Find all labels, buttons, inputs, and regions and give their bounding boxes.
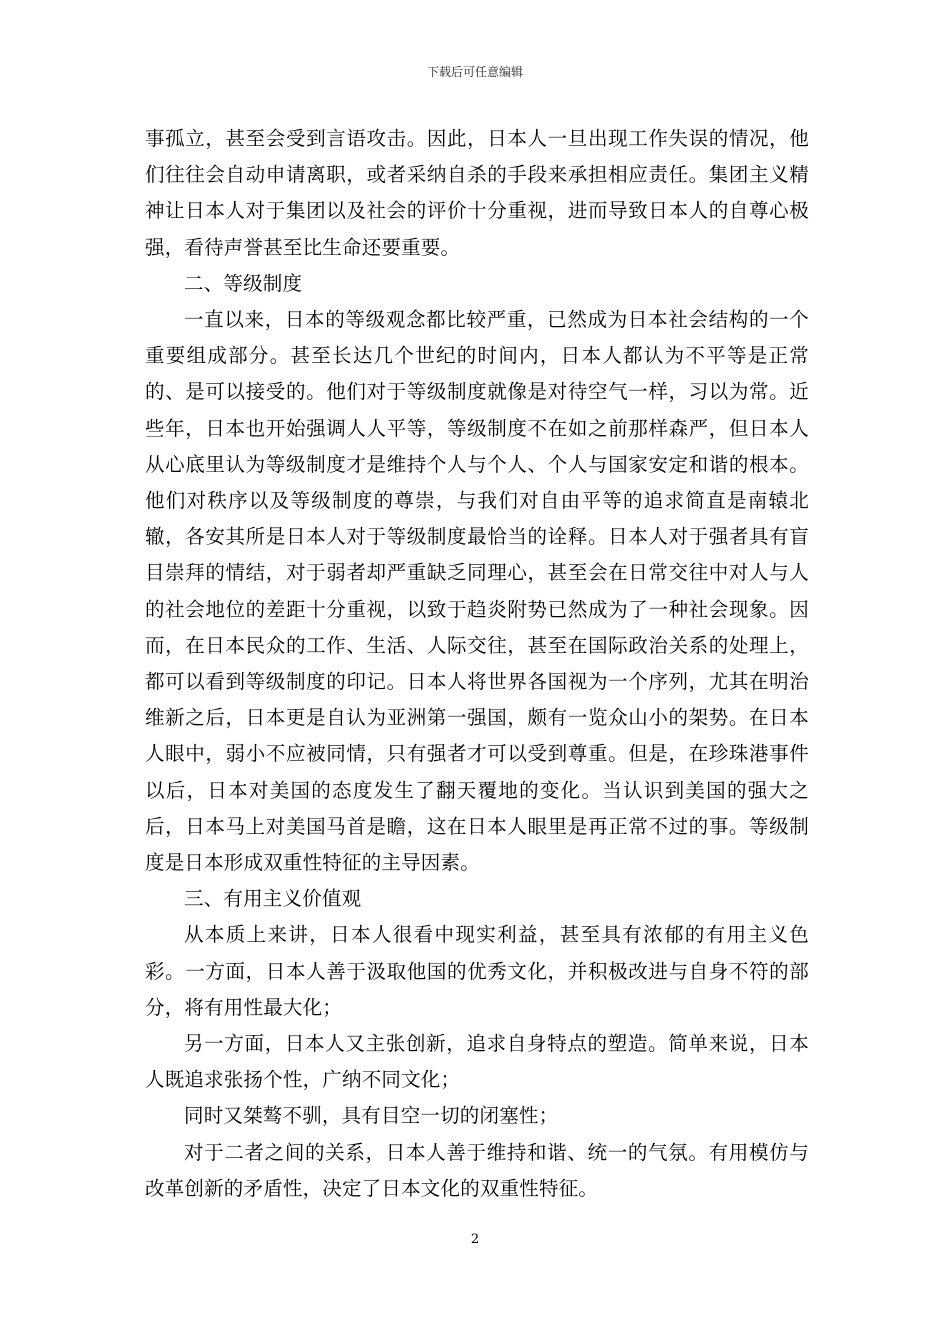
paragraph-hierarchy: 一直以来，日本的等级观念都比较严重，已然成为日本社会结构的一个重要组成部分。甚至长达几个世纪的时间内，日本人都认为不平等是正常的、是可以接受的。他们对于等级制度就像是对待空气一样，习以为常。近些年，日本也开始强调人人平等，等级制度不在如之前那样森严，但日本人从心底里认为等级制度才是维持个人与个人、个人与国家安定和谐的根本。他们对秩序以及等级制度的尊崇，与我们对自由平等的追求简直是南辕北辙，各安其所是日本人对于等级制度最恰当的诠释。日本人对于强者具有盲目崇拜的情结，对于弱者却严重缺乏同理心，甚至会在日常交往中对人与人的社会地位的差距十分重视，以致于趋炎附势已然成为了一种社会现象。因而，在日本民众的工作、生活、人际交往，甚至在国际政治关系的处理上，都可以看到等级制度的印记。日本人将世界各国视为一个序列，尤其在明治维新之后，日本更是自认为亚洲第一强国，颇有一览众山小的架势。在日本人眼中，弱小不应被同情，只有强者才可以受到尊重。但是，在珍珠港事件以后，日本对美国的态度发生了翻天覆地的变化。当认识到美国的强大之后，日本马上对美国马首是瞻，这在日本人眼里是再正常不过的事。等级制度是日本形成双重性特征的主导因素。 bbox=[145, 308, 809, 875]
paragraph-continuation: 事孤立，甚至会受到言语攻击。因此，日本人一旦出现工作失误的情况，他们往往会自动申请离职，或者采纳自杀的手段来承担相应责任。集团主义精神让日本人对于集团以及社会的评价十分重视，进而导致日本人的自尊心极强，看待声誉甚至比生命还要重要。 bbox=[145, 127, 809, 259]
paragraph-closedness: 同时又桀骜不驯，具有目空一切的闭塞性； bbox=[184, 1104, 559, 1128]
page-number: 2 bbox=[470, 1232, 480, 1247]
section-heading-hierarchy: 二、等级制度 bbox=[184, 271, 303, 295]
page-header: 下载后可任意编辑 bbox=[426, 65, 523, 79]
paragraph-conclusion: 对于二者之间的关系，日本人善于维持和谐、统一的气氛。有用模仿与改革创新的矛盾性，决定了日本文化的双重性特征。 bbox=[145, 1140, 809, 1200]
document-body bbox=[145, 121, 809, 1207]
paragraph-pragmatism-intro: 从本质上来讲，日本人很看中现实利益，甚至具有浓郁的有用主义色彩。一方面，日本人善于汲取他国的优秀文化，并积极改进与自身不符的部分，将有用性最大化； bbox=[145, 923, 809, 1019]
section-heading-pragmatism: 三、有用主义价值观 bbox=[184, 887, 362, 911]
paragraph-innovation: 另一方面，日本人又主张创新，追求自身特点的塑造。简单来说，日本人既追求张扬个性，广纳不同文化； bbox=[145, 1032, 809, 1092]
